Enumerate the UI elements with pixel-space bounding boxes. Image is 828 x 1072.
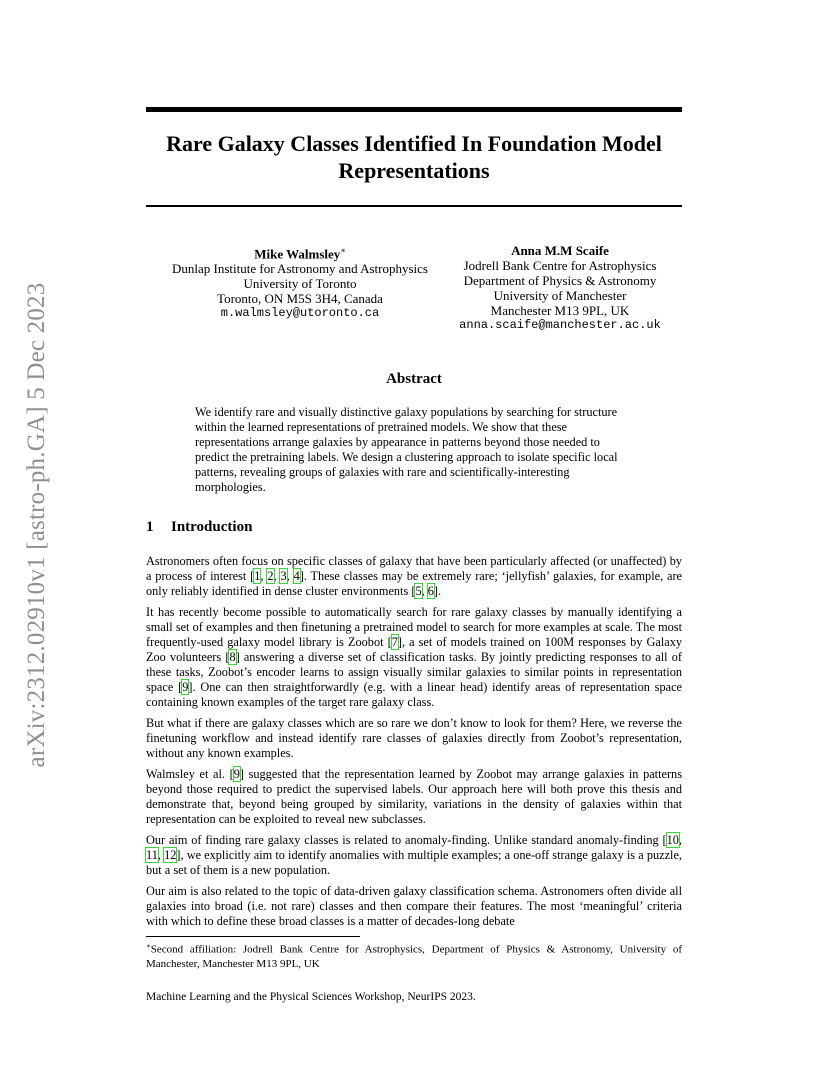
title-top-rule	[146, 107, 682, 112]
footnote-text: Second affiliation: Jodrell Bank Centre for Astrophysics, Department of Physics & Astronomy, University of Manchester, Manchester M13 9PL, UK	[146, 943, 682, 970]
citation-link[interactable]: 1	[254, 569, 261, 583]
citation-link[interactable]: 6	[427, 584, 434, 598]
section-number: 1	[146, 519, 154, 535]
author-affiliation: University of Manchester	[493, 288, 627, 303]
author-affiliation: Dunlap Institute for Astronomy and Astrophysics	[171, 261, 428, 277]
footnote-rule	[146, 936, 360, 937]
workshop-note: Machine Learning and the Physical Sciences Workshop, NeurIPS 2023.	[146, 991, 476, 1003]
paragraph: It has recently become possible to automatically search for rare galaxy classes by manually identifying a small set of examples and then finetuning a pretrained model to search for more examples at scale. The most frequently-used galaxy model library is Zoobot [7], a set of models trained on 100M responses by Galaxy Zoo volunteers [8] answering a diverse set of classification tasks. By jointly predicting responses to all of these tasks, Zoobot’s encoder learns to assign visually similar galaxies to similar points in representation space [9]. One can then straightforwardly (e.g. with a linear head) identify areas of representation space containing known examples of the target rare galaxy class.	[146, 605, 682, 709]
author-name: Anna M.M Scaife	[511, 243, 609, 258]
citation-link[interactable]: 9	[182, 680, 189, 694]
author-affiliation: University of Toronto	[243, 276, 357, 292]
author-affiliation: Jodrell Bank Centre for Astrophysics	[463, 258, 657, 273]
citation-link[interactable]: 10	[666, 833, 679, 847]
paragraph: But what if there are galaxy classes which are so rare we don’t know to look for them? Here, we reverse the finetuning workflow and instead identify rare classes of galaxies directly from Zoobot’s representation, without any known examples.	[146, 716, 682, 760]
paragraph: Walmsley et al. [9] suggested that the representation learned by Zoobot may arrange galaxies in patterns beyond those required to predict the supervised labels. Our approach here will both prove this thesis and demonstrate that, beyond being grouped by similarity, variations in the density of galaxies within that representation can be exploited to reveal new subclasses.	[146, 767, 682, 826]
body-text	[146, 554, 682, 935]
paragraph: Our aim of finding rare galaxy classes is related to anomaly-finding. Unlike standard anomaly-finding [10, 11, 12], we explicitly aim to identify anomalies with multiple examples; a one-off strange galaxy is a puzzle, but a set of them is a new population.	[146, 833, 683, 877]
author-address: Toronto, ON M5S 3H4, Canada	[217, 291, 383, 307]
footnote-marker[interactable]: ∗	[340, 246, 346, 255]
paragraph: Astronomers often focus on specific classes of galaxy that have been particularly affected (or unaffected) by a process of interest [1, 2, 3, 4]. These classes may be extremely rare; ‘jellyfish’ galaxies, for example, are only reliably identified in dense cluster environments [5, 6].	[146, 554, 683, 598]
author-email[interactable]: m.walmsley@utoronto.ca	[220, 306, 380, 321]
author-address: Manchester M13 9PL, UK	[490, 303, 630, 318]
author-email[interactable]: anna.scaife@manchester.ac.uk	[459, 318, 661, 332]
abstract-text: We identify rare and visually distinctive galaxy populations by searching for structure within the learned representations of pretrained models. We show that these representations arrange galaxies by appearance in patterns beyond those needed to predict the pretraining labels. We design a clustering approach to isolate specific local patterns, revealing groups of galaxies with rare and scientifically-interesting morphologies.	[195, 405, 618, 494]
citation-link[interactable]: 11	[146, 848, 158, 862]
author-affiliation: Department of Physics & Astronomy	[463, 273, 657, 288]
section-heading	[146, 519, 252, 536]
citation-link[interactable]: 5	[415, 584, 422, 598]
citation-link[interactable]: 3	[280, 569, 287, 583]
paragraph: Our aim is also related to the topic of data-driven galaxy classification schema. Astronomers often divide all galaxies into broad (i.e. not rare) classes and then compare their features. The most ‘meaningful’ criteria with which to define these broad classes is a matter of decades-long debate	[146, 884, 682, 928]
footnote	[146, 939, 682, 971]
citation-link[interactable]: 12	[164, 848, 177, 862]
citation-link[interactable]: 8	[229, 650, 236, 664]
citation-link[interactable]: 4	[293, 569, 300, 583]
citation-link[interactable]: 7	[391, 635, 398, 649]
citation-link[interactable]: 9	[233, 767, 240, 781]
title-bottom-rule	[146, 205, 682, 207]
author-block-1	[150, 243, 450, 321]
paper-title: Rare Galaxy Classes Identified In Foundation Model Representations	[166, 131, 662, 183]
arxiv-identifier-text: arXiv:2312.02910v1 [astro-ph.GA] 5 Dec 2023	[23, 282, 50, 768]
section-title: Introduction	[171, 519, 253, 535]
citation-link[interactable]: 2	[267, 569, 274, 583]
abstract-heading: Abstract	[386, 371, 442, 387]
author-name: Mike Walmsley	[254, 246, 341, 262]
author-block-2	[450, 243, 670, 333]
arxiv-identifier-stamp	[20, 260, 54, 790]
footnote-mark: ∗	[146, 942, 151, 950]
